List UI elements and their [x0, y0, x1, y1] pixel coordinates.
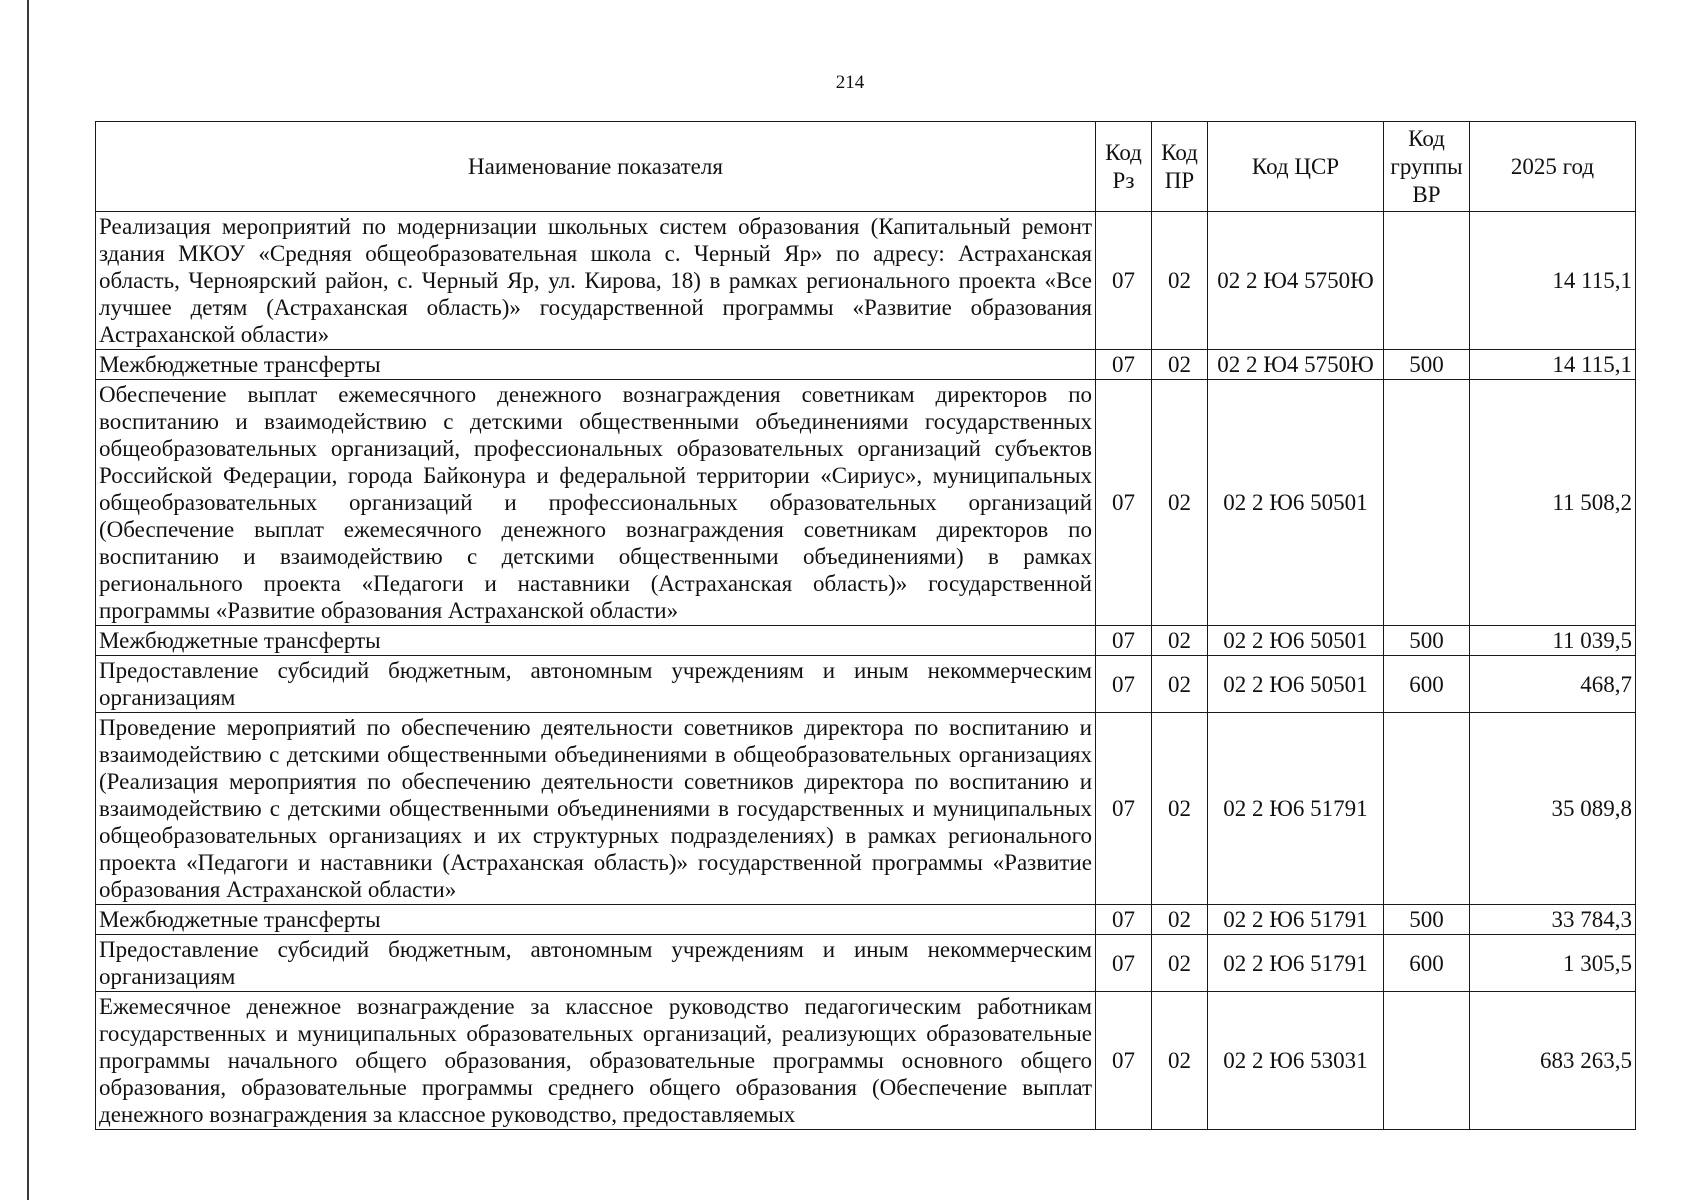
row-csr: 02 2 Ю6 50501 [1208, 380, 1384, 626]
table-row [96, 905, 1636, 935]
row-rz: 07 [1096, 713, 1152, 905]
row-name: Проведение мероприятий по обеспечению деятельности советников директора по воспитанию и взаимодействию с детскими общественными объединениями в общеобразовательных организациях (Реализация мероприятия по обеспечению деятельности советников директора по воспитанию и взаимодействию с детскими общественными объединениями в государственных и муниципальных общеобразовательных организациях и их структурных подразделениях) в рамках регионального проекта «Педагоги и наставники (Астраханская область)» государственной программы «Развитие образования Астраханской области» [96, 713, 1096, 905]
row-amount: 683 263,5 [1470, 992, 1636, 1130]
table-row [96, 656, 1636, 713]
row-vr: 600 [1384, 656, 1470, 713]
row-amount: 14 115,1 [1470, 350, 1636, 380]
header-pr: Код ПР [1152, 122, 1208, 212]
header-vr: Код группы ВР [1384, 122, 1470, 212]
row-rz: 07 [1096, 905, 1152, 935]
row-name: Ежемесячное денежное вознаграждение за классное руководство педагогическим работникам государственных и муниципальных образовательных организаций, реализующих образовательные программы начального общего образования, образовательные программы основного общего образования, образовательные программы среднего общего образования (Обеспечение выплат денежного вознаграждения за классное руководство, предоставляемых [96, 992, 1096, 1130]
row-name: Обеспечение выплат ежемесячного денежного вознаграждения советникам директоров по воспитанию и взаимодействию с детскими общественными объединениями государственных общеобразовательных организаций, профессиональных образовательных организаций субъектов Российской Федерации, города Байконура и федеральной территории «Сириус», муниципальных общеобразовательных организаций и профессиональных образовательных организаций (Обеспечение выплат ежемесячного денежного вознаграждения советникам директоров по воспитанию и взаимодействию с детскими общественными объединениями) в рамках регионального проекта «Педагоги и наставники (Астраханская область)» государственной программы «Развитие образования Астраханской области» [96, 380, 1096, 626]
table-row [96, 380, 1636, 626]
row-rz: 07 [1096, 656, 1152, 713]
row-name: Межбюджетные трансферты [96, 350, 1096, 380]
table-row [96, 713, 1636, 905]
row-amount: 11 039,5 [1470, 626, 1636, 656]
row-csr: 02 2 Ю6 53031 [1208, 992, 1384, 1130]
row-csr: 02 2 Ю6 50501 [1208, 656, 1384, 713]
row-name: Предоставление субсидий бюджетным, автономным учреждениям и иным некоммерческим организациям [96, 935, 1096, 992]
budget-table [95, 121, 1636, 1130]
row-vr [1384, 212, 1470, 350]
row-pr: 02 [1152, 212, 1208, 350]
row-rz: 07 [1096, 935, 1152, 992]
row-vr [1384, 380, 1470, 626]
row-vr: 500 [1384, 626, 1470, 656]
row-amount: 33 784,3 [1470, 905, 1636, 935]
header-name: Наименование показателя [96, 122, 1096, 212]
row-vr: 500 [1384, 350, 1470, 380]
header-csr: Код ЦСР [1208, 122, 1384, 212]
row-vr: 500 [1384, 905, 1470, 935]
header-rz: Код Рз [1096, 122, 1152, 212]
row-csr: 02 2 Ю4 5750Ю [1208, 212, 1384, 350]
row-name: Предоставление субсидий бюджетным, автономным учреждениям и иным некоммерческим организациям [96, 656, 1096, 713]
row-vr [1384, 992, 1470, 1130]
row-pr: 02 [1152, 626, 1208, 656]
row-pr: 02 [1152, 350, 1208, 380]
row-pr: 02 [1152, 905, 1208, 935]
row-rz: 07 [1096, 212, 1152, 350]
table-row [96, 626, 1636, 656]
row-name: Межбюджетные трансферты [96, 626, 1096, 656]
page-number: 214 [835, 72, 865, 93]
row-rz: 07 [1096, 380, 1152, 626]
row-vr: 600 [1384, 935, 1470, 992]
table-row [96, 992, 1636, 1130]
row-csr: 02 2 Ю6 51791 [1208, 713, 1384, 905]
table-header-row [96, 122, 1636, 212]
row-name: Межбюджетные трансферты [96, 905, 1096, 935]
table-row [96, 350, 1636, 380]
row-pr: 02 [1152, 713, 1208, 905]
row-amount: 1 305,5 [1470, 935, 1636, 992]
row-amount: 14 115,1 [1470, 212, 1636, 350]
row-pr: 02 [1152, 656, 1208, 713]
row-amount: 11 508,2 [1470, 380, 1636, 626]
row-amount: 468,7 [1470, 656, 1636, 713]
row-csr: 02 2 Ю6 51791 [1208, 935, 1384, 992]
row-amount: 35 089,8 [1470, 713, 1636, 905]
row-csr: 02 2 Ю4 5750Ю [1208, 350, 1384, 380]
row-rz: 07 [1096, 626, 1152, 656]
table-row [96, 935, 1636, 992]
row-rz: 07 [1096, 992, 1152, 1130]
row-pr: 02 [1152, 992, 1208, 1130]
row-csr: 02 2 Ю6 51791 [1208, 905, 1384, 935]
table-row [96, 212, 1636, 350]
row-csr: 02 2 Ю6 50501 [1208, 626, 1384, 656]
row-vr [1384, 713, 1470, 905]
row-name: Реализация мероприятий по модернизации школьных систем образования (Капитальный ремонт здания МКОУ «Средняя общеобразовательная школа с. Черный Яр» по адресу: Астраханская область, Черноярский район, с. Черный Яр, ул. Кирова, 18) в рамках регионального проекта «Все лучшее детям (Астраханская область)» государственной программы «Развитие образования Астраханской области» [96, 212, 1096, 350]
row-pr: 02 [1152, 380, 1208, 626]
page-binding-line [27, 0, 29, 1200]
row-pr: 02 [1152, 935, 1208, 992]
header-year: 2025 год [1470, 122, 1636, 212]
row-rz: 07 [1096, 350, 1152, 380]
